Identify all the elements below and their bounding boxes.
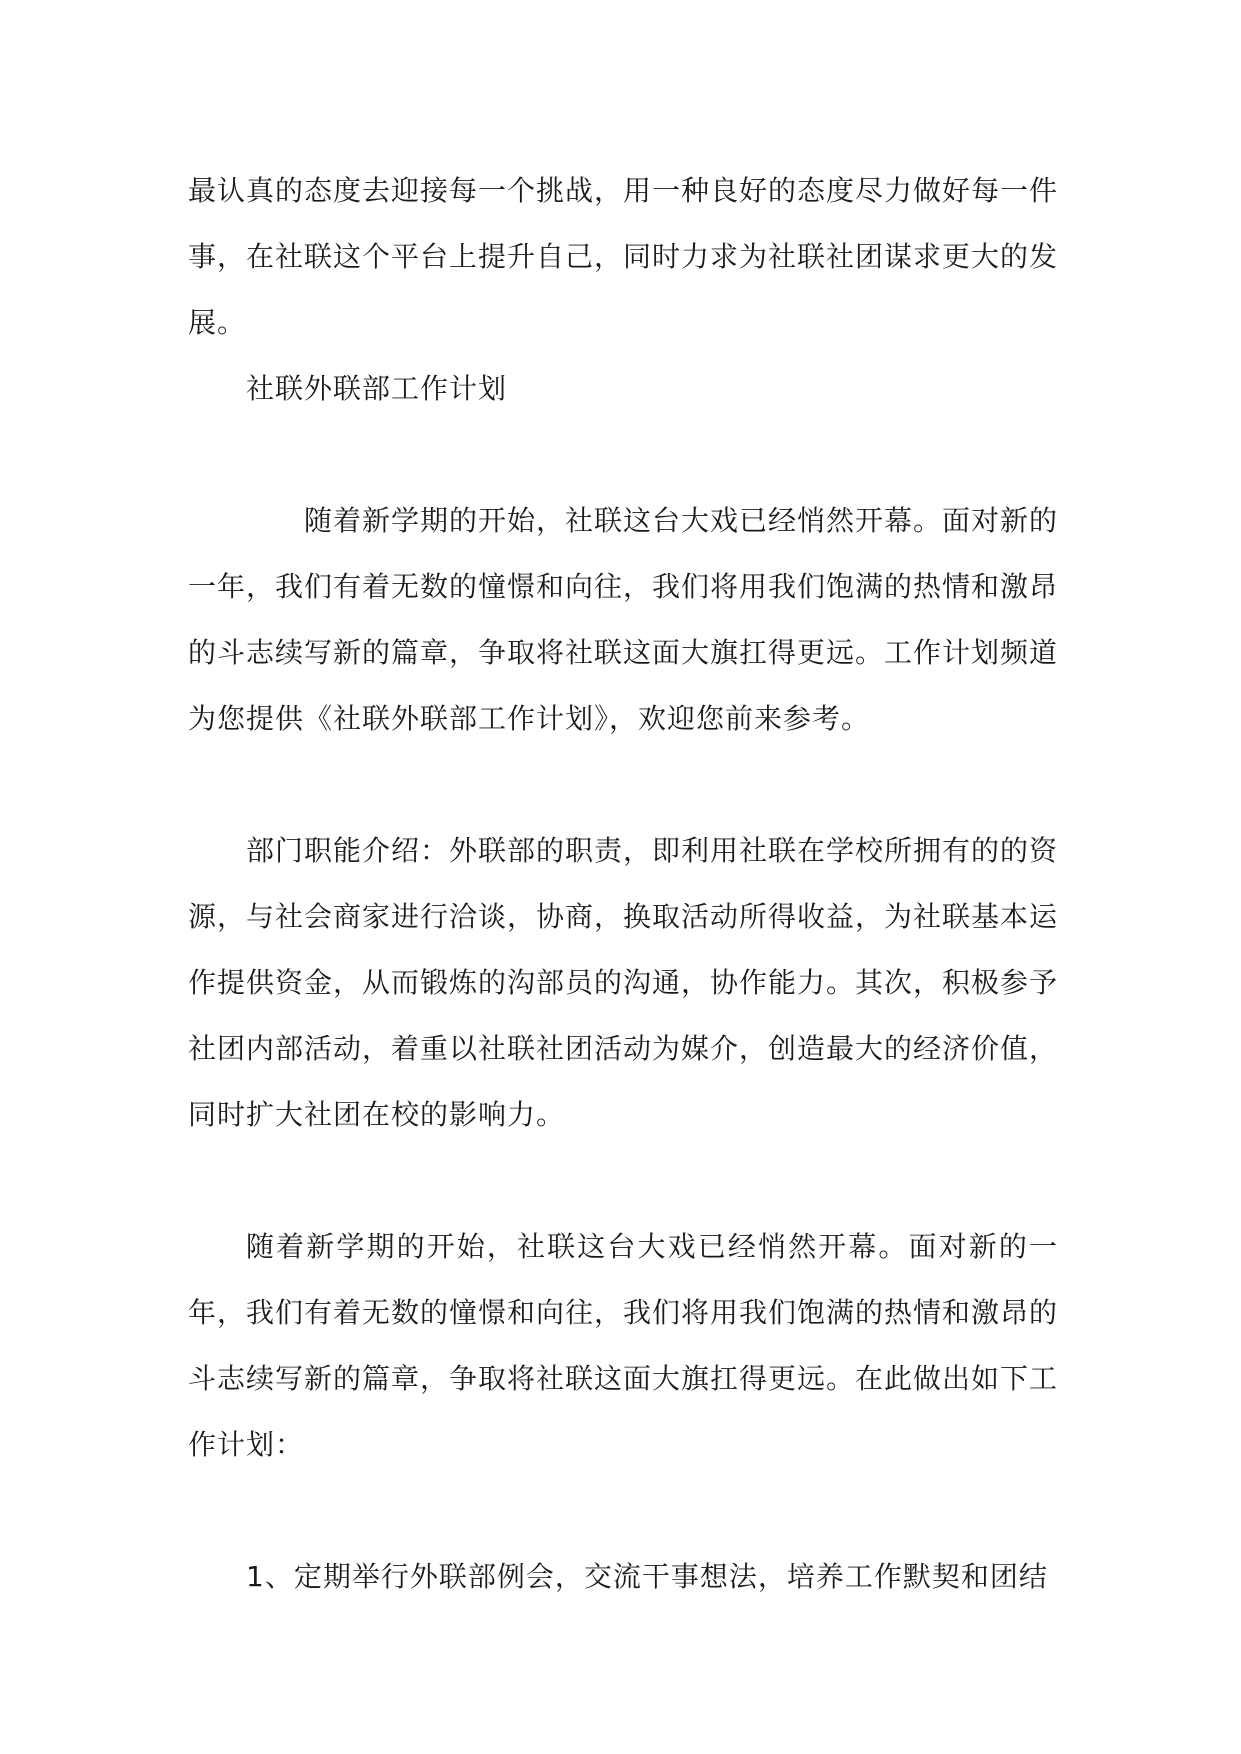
blank-line [188,1478,1058,1544]
section-title: 社联外联部工作计划 [246,372,508,405]
blank-line [188,752,1058,818]
list-item: 1、定期举行外联部例会，交流干事想法，培养工作默契和团结 [246,1560,1048,1593]
paragraph-plan-intro: 随着新学期的开始，社联这台大戏已经悄然开幕。面对新的一年，我们有着无数的憧憬和向往，我们将用我们饱满的热情和激昂的斗志续写新的篇章，争取将社联这面大旗扛得更远。在此做出如下工作计划： [188,1230,1059,1461]
document-body [188,158,1058,1610]
paragraph-department-function: 部门职能介绍：外联部的职责，即利用社联在学校所拥有的的资源，与社会商家进行洽谈，协商，换取活动所得收益，为社联基本运作提供资金，从而锻炼的沟部员的沟通，协作能力。其次，积极参予社团内部活动，着重以社联社团活动为媒介，创造最大的经济价值，同时扩大社团在校的影响力。 [188,834,1059,1131]
blank-line [188,1148,1058,1214]
paragraph-intro: 随着新学期的开始，社联这台大戏已经悄然开幕。面对新的一年，我们有着无数的憧憬和向往，我们将用我们饱满的热情和激昂的斗志续写新的篇章，争取将社联这面大旗扛得更远。工作计划频道为您提供《社联外联部工作计划》，欢迎您前来参考。 [188,504,1059,735]
paragraph-continuation: 最认真的态度去迎接每一个挑战，用一种良好的态度尽力做好每一件事，在社联这个平台上提升自己，同时力求为社联社团谋求更大的发展。 [188,174,1059,339]
blank-line [188,422,1058,488]
